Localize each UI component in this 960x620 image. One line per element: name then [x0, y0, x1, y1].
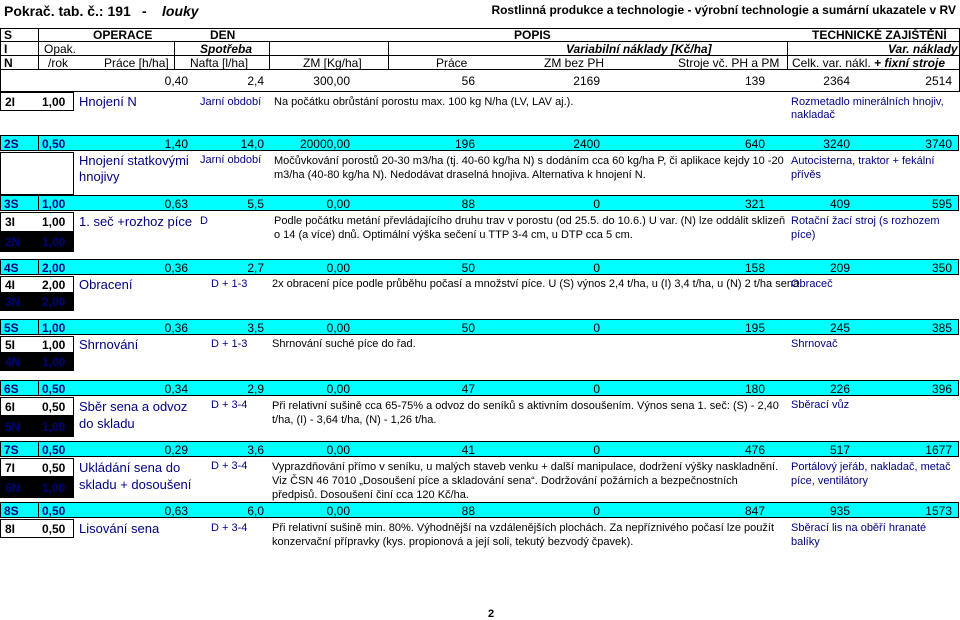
sum-zm: 0,00 [326, 382, 350, 396]
op-name: Shrnování [79, 337, 139, 352]
sum-repeat: 0,50 [42, 443, 66, 457]
sum-nafta: 3,5 [247, 321, 264, 335]
sum-code: 7S [4, 443, 19, 457]
op-name: Lisování sena [79, 521, 160, 536]
sum-zm-kc: 0 [593, 382, 600, 396]
op-code-n: 2N [5, 235, 21, 249]
header-zm-bez-ph: ZM bez PH [544, 56, 605, 70]
sum-zm: 0,00 [326, 321, 350, 335]
sum-prace-kc: 88 [461, 197, 475, 211]
sum-nafta: 6,0 [247, 504, 264, 518]
op-period: D + 3-4 [211, 399, 248, 411]
op-machinery: Rozmetadlo minerálních hnojiv, nakladač [791, 96, 944, 121]
op-period: Jarní období [200, 154, 262, 166]
sum-celk: 209 [829, 261, 850, 275]
sum-zm-kc: 0 [593, 321, 600, 335]
sum-fixni: 1677 [925, 443, 952, 457]
op-period: D + 1-3 [211, 338, 248, 350]
sum-zm-kc: 0 [593, 443, 600, 457]
sum-zm-kc: 0 [593, 261, 600, 275]
sum-code: 6S [4, 382, 19, 396]
op-name: Ukládání sena do skladu + dosoušení [79, 460, 192, 492]
op-code: 8I [5, 522, 16, 536]
sum-fixni: 595 [931, 197, 952, 211]
op-code: 2I [5, 95, 16, 109]
sum-fixni: 396 [931, 382, 952, 396]
op-code: 3I [5, 215, 16, 229]
op-description: Na počátku obrůstání porostu max. 100 kg N/ha (LV, LAV aj.). [274, 96, 574, 108]
op-machinery: Obraceč [791, 278, 833, 290]
sum-prace: 0,36 [164, 261, 188, 275]
sum-repeat: 1,00 [42, 197, 66, 211]
header-prace: Práce [436, 56, 468, 70]
total-prace-kc: 56 [461, 74, 475, 88]
page-number: 2 [488, 608, 495, 620]
sum-fixni: 385 [931, 321, 952, 335]
sum-repeat: 0,50 [42, 137, 66, 151]
col-n: N [4, 56, 13, 70]
op-period: D + 1-3 [211, 278, 248, 290]
sum-prace-kc: 47 [461, 382, 475, 396]
sum-celk: 245 [829, 321, 850, 335]
sum-code: 4S [4, 261, 19, 275]
op-name: Hnojení N [79, 94, 137, 109]
op-name: Hnojení statkovými hnojivy [79, 153, 189, 184]
sum-celk: 517 [829, 443, 850, 457]
header-opak: Opak. [44, 42, 77, 56]
sum-zm: 0,00 [326, 504, 350, 518]
sum-stroje: 847 [744, 504, 765, 518]
sum-prace: 0,36 [164, 321, 188, 335]
header-operace: OPERACE [93, 28, 153, 42]
sum-prace-kc: 50 [461, 321, 475, 335]
op-repeat-n: 2,00 [42, 295, 66, 309]
sum-zm-kc: 0 [593, 504, 600, 518]
col-s: S [4, 28, 13, 42]
op-code-n: 3N [5, 295, 21, 309]
op-machinery: Sběrací lis na oběří hranaté balíky [791, 522, 927, 548]
sum-stroje: 180 [744, 382, 765, 396]
op-description: 2x obracení píce podle průběhu počasí a množství píce. U (S) výnos 2,4 t/ha, u (I) 3,4 t/ha, u (N) 2 t/ha sena. [272, 278, 803, 290]
crop-title: louky [162, 3, 199, 19]
op-name: Sběr sena a odvoz do skladu [79, 399, 188, 431]
op-machinery: Autocisterna, traktor + fekální přívěs [791, 155, 935, 181]
sum-repeat: 1,00 [42, 321, 66, 335]
op-description: Při relativní sušině min. 80%. Výhodnější na vzdálenějších plochách. Za nepříznivého počasí lze použít konzervační přípravky (kys. propionová a její soli, tekutý bezvodý čpavek). [272, 522, 774, 548]
sum-nafta: 5,5 [247, 197, 264, 211]
sum-zm: 20000,00 [299, 137, 350, 151]
op-code-n: 5N [5, 420, 21, 434]
sum-repeat: 2,00 [42, 261, 66, 275]
sum-prace-kc: 41 [461, 443, 475, 457]
op-period: D [200, 215, 208, 227]
sum-prace: 0,34 [164, 382, 188, 396]
op-repeat: 0,50 [42, 461, 66, 475]
op-repeat: 2,00 [42, 278, 66, 292]
sum-stroje: 476 [744, 443, 765, 457]
sum-prace-kc: 88 [461, 504, 475, 518]
op-repeat: 1,00 [42, 95, 66, 109]
header-fixni: + fixní stroje [874, 56, 946, 70]
op-code: 7I [5, 461, 16, 475]
op-description: Vyprazdňování přímo v seníku, u malých staveb venku + další manipulace, dodržení výšky naskladnění. Viz ČSN 46 7010 „Dosoušení píce a skladování sena“. Dodržování požárních a bezpečnostních předpisů. Dosoušení činí cca 120 Kč/ha. [272, 461, 779, 501]
sum-prace-kc: 196 [454, 137, 475, 151]
op-name: 1. seč +rozhoz píce [79, 214, 193, 229]
sum-stroje: 158 [744, 261, 765, 275]
op-repeat: 1,00 [42, 338, 66, 352]
sum-stroje: 321 [744, 197, 765, 211]
table-number: Pokrač. tab. č.: 191 [4, 3, 131, 19]
header-spotreba: Spotřeba [200, 42, 253, 56]
op-repeat-n: 1,00 [42, 481, 66, 495]
sum-stroje: 640 [744, 137, 765, 151]
op-repeat-n: 1,00 [42, 355, 66, 369]
header-den: DEN [210, 28, 236, 42]
sum-celk: 409 [829, 197, 850, 211]
op-machinery: Sběrací vůz [791, 399, 850, 411]
total-prace: 0,40 [164, 74, 188, 88]
op-machinery: Shrnovač [791, 338, 838, 350]
header-tech: TECHNICKÉ ZAJIŠTĚNÍ [812, 28, 947, 42]
sum-celk: 226 [829, 382, 850, 396]
op-period: Jarní období [200, 96, 262, 108]
sum-nafta: 2,9 [247, 382, 264, 396]
sum-celk: 3240 [823, 137, 850, 151]
op-code-n: 6N [5, 481, 21, 495]
op-repeat-n: 1,00 [42, 420, 66, 434]
sum-code: 5S [4, 321, 19, 335]
op-description: Podle počátku metání převládajícího druhu trav v porostu (od 25.5. do 10.6.) U var. (N) lze oddálit sklizeň o 14 (a více) dnů. Optimální výška sečení u TTP 3-4 cm, u DTP cca 5 cm. [274, 215, 786, 241]
sum-zm: 0,00 [326, 261, 350, 275]
header-celk-var: Celk. var. nákl. [792, 56, 871, 70]
total-nafta: 2,4 [247, 74, 264, 88]
header-nafta: Nafta [l/ha] [190, 56, 249, 70]
op-repeat: 0,50 [42, 522, 66, 536]
sum-code: 2S [4, 137, 19, 151]
op-repeat-n: 1,00 [42, 235, 66, 249]
sum-code: 8S [4, 504, 19, 518]
op-repeat: 1,00 [42, 215, 66, 229]
op-period: D + 3-4 [211, 460, 248, 472]
header-var-nakl2: Var. náklady [888, 42, 958, 56]
op-code: 5I [5, 338, 16, 352]
title-dash: - [142, 3, 147, 19]
op-description: Močůvkování porostů 20-30 m3/ha (tj. 40-60 kg/ha N) s dodáním cca 60 kg/ha P, či aplikace kejdy 10 -20 m3/ha (40-80 kg/ha N). Nedodávat draselná hnojiva. Alternativa k hnojení N. [274, 155, 784, 181]
sum-zm-kc: 0 [593, 197, 600, 211]
op-name: Obracení [79, 277, 133, 292]
document-title: Rostlinná produkce a technologie - výrobní technologie a sumární ukazatele v RV [491, 3, 956, 17]
total-celk: 2364 [823, 74, 850, 88]
sum-fixni: 350 [931, 261, 952, 275]
op-repeat: 0,50 [42, 400, 66, 414]
op-machinery: Rotační žací stroj (s rozhozem píce) [791, 215, 940, 241]
op-code: 6I [5, 400, 16, 414]
op-machinery: Portálový jeřáb, nakladač, metač píce, ventilátory [791, 461, 951, 487]
op-description: Shrnování suché píce do řad. [272, 338, 416, 350]
sum-code: 3S [4, 197, 19, 211]
op-code: 4I [5, 278, 16, 292]
sum-fixni: 3740 [925, 137, 952, 151]
sum-zm: 0,00 [326, 197, 350, 211]
total-zm-kc: 2169 [573, 74, 600, 88]
sum-prace: 0,29 [164, 443, 188, 457]
header-zm: ZM [Kg/ha] [303, 56, 362, 70]
sum-prace: 1,40 [164, 137, 188, 151]
total-zm: 300,00 [313, 74, 350, 88]
op-description: Při relativní sušině cca 65-75% a odvoz do seníků s aktivním dosoušením. Výnos sena 1. seč: (S) - 2,40 t/ha, (I) - 3,64 t/ha, (N) - 1,26 t/ha. [272, 400, 779, 426]
sum-nafta: 14,0 [240, 137, 264, 151]
op-code-n: 4N [5, 355, 21, 369]
sum-zm: 0,00 [326, 443, 350, 457]
header-stroje: Stroje vč. PH a PM [678, 56, 780, 70]
total-stroje: 139 [744, 74, 765, 88]
sum-repeat: 0,50 [42, 504, 66, 518]
sum-stroje: 195 [744, 321, 765, 335]
sum-zm-kc: 2400 [573, 137, 600, 151]
sum-prace-kc: 50 [461, 261, 475, 275]
header-prace-h: Práce [h/ha] [104, 56, 169, 70]
header-popis: POPIS [514, 28, 551, 42]
sum-prace: 0,63 [164, 504, 188, 518]
op-period: D + 3-4 [211, 522, 248, 534]
sum-nafta: 3,6 [247, 443, 264, 457]
sum-prace: 0,63 [164, 197, 188, 211]
col-i: I [4, 42, 8, 56]
header-rok: /rok [48, 56, 69, 70]
sum-fixni: 1573 [925, 504, 952, 518]
sum-nafta: 2,7 [247, 261, 264, 275]
total-fixni: 2514 [925, 74, 952, 88]
sum-repeat: 0,50 [42, 382, 66, 396]
sum-celk: 935 [829, 504, 850, 518]
header-var-naklady: Variabilní náklady [Kč/ha] [566, 42, 712, 56]
